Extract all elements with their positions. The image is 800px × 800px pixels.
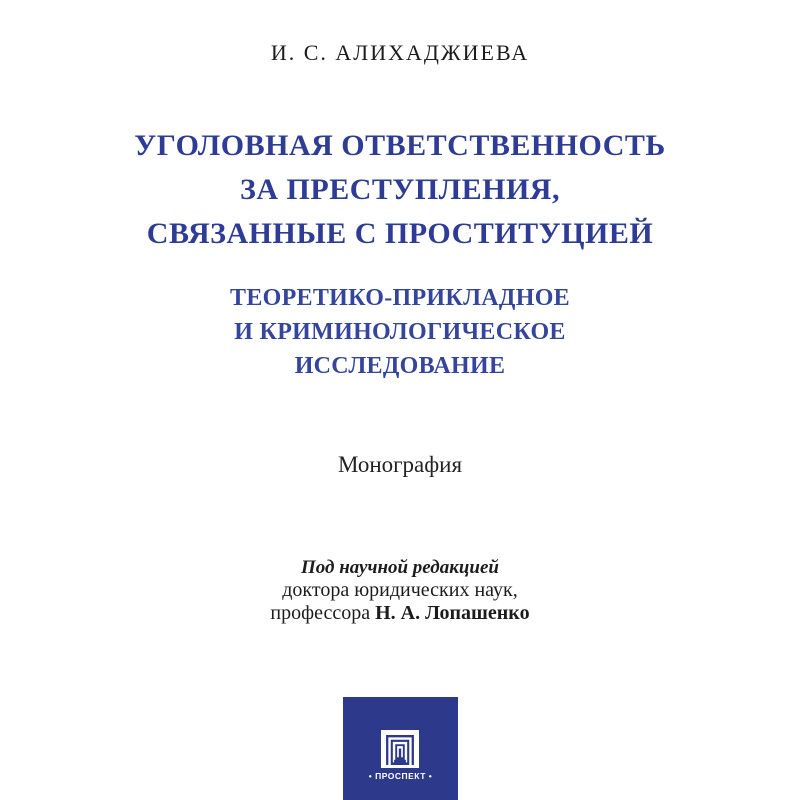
author-name: И. С. АЛИХАДЖИЕВА: [270, 40, 530, 65]
subtitle-line-2: И КРИМИНОЛОГИЧЕСКОЕ: [234, 319, 566, 345]
editor-name: Н. А. Лопашенко: [375, 602, 530, 624]
editor-name-line: [0, 602, 800, 625]
editor-intro: Под научной редакцией: [301, 557, 499, 578]
publisher-name: • ПРОСПЕКТ •: [368, 771, 433, 781]
subtitle-line-3: ИССЛЕДОВАНИЕ: [294, 353, 506, 379]
editor-block: [0, 556, 800, 625]
title-line-3: СВЯЗАННЫЕ С ПРОСТИТУЦИЕЙ: [146, 217, 654, 250]
genre-label: Монография: [337, 452, 463, 477]
title-line-2: ЗА ПРЕСТУПЛЕНИЯ,: [240, 173, 560, 206]
prospekt-gate-icon: [381, 730, 419, 768]
editor-role: профессора: [270, 602, 376, 624]
book-title: [0, 124, 800, 256]
title-line-1: УГОЛОВНАЯ ОТВЕТСТВЕННОСТЬ: [134, 129, 666, 162]
editor-degree: доктора юридических наук,: [282, 579, 518, 601]
publisher-logo: [343, 697, 458, 800]
subtitle-line-1: ТЕОРЕТИКО-ПРИКЛАДНОЕ: [230, 285, 570, 311]
book-subtitle: [0, 281, 800, 383]
